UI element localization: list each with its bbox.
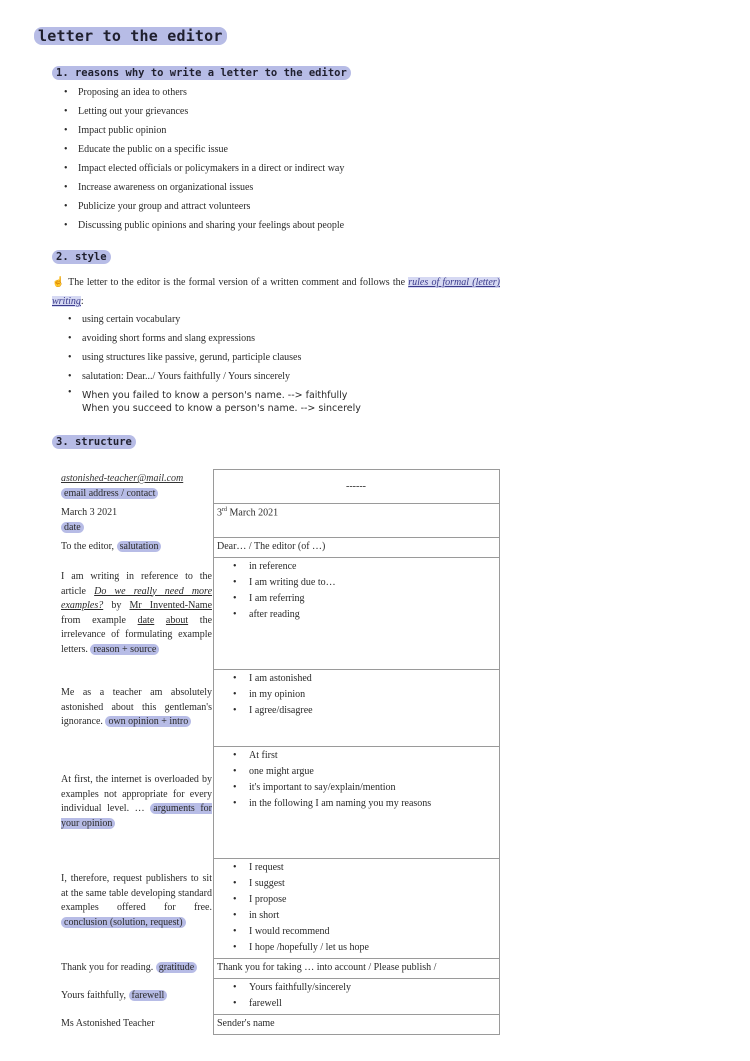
gratitude-block: Thank you for reading. gratitude (61, 961, 197, 976)
list-item: • Letting out your grievances (64, 102, 344, 121)
right-farewell-list (233, 980, 351, 1012)
right-sender: Sender's name (217, 1018, 275, 1029)
list-item: • Publicize your group and attract volunteers (64, 197, 344, 216)
arguments-tag: arguments for your opinion (61, 803, 212, 829)
list-item: • I suggest (233, 876, 369, 892)
reason-tag: reason + source (90, 644, 159, 655)
list-item: • using structures like passive, gerund, participle clauses (68, 348, 361, 367)
list-item: • it's important to say/explain/mention (233, 780, 431, 796)
email-block (61, 472, 183, 501)
date-tag: date (61, 522, 84, 533)
list-item: • in the following I am naming you my reasons (233, 796, 431, 812)
hand-pointer-icon: ☝ (52, 277, 66, 288)
right-top-dashes: ------ (346, 481, 366, 492)
list-item: • Increase awareness on organizational issues (64, 178, 344, 197)
sender-block: Ms Astonished Teacher (61, 1018, 155, 1029)
list-item: • in my opinion (233, 687, 313, 703)
list-item: • in reference (233, 559, 336, 575)
right-reason-list (233, 559, 336, 623)
salutation-tag: salutation (117, 541, 162, 552)
opinion-tag: own opinion + intro (105, 716, 191, 727)
farewell-tag: farewell (129, 990, 168, 1001)
right-salutation: Dear… / The editor (of …) (217, 541, 326, 552)
section-heading-style: 2. style (52, 251, 111, 263)
arguments-block: At first, the internet is overloaded by examples not appropriate for every individual level. … arguments for your opinion (61, 774, 212, 829)
right-arguments-list (233, 748, 431, 812)
list-item: • At first (233, 748, 431, 764)
section-heading-structure: 3. structure (52, 436, 136, 448)
list-item: • When you failed to know a person's name. --> faithfully When you succeed to know a person's name. --> sincerely (68, 386, 361, 415)
rules-link[interactable]: rules of formal (letter) writing (52, 277, 500, 307)
list-item: • I agree/disagree (233, 703, 313, 719)
right-opinion-list (233, 671, 313, 719)
gratitude-tag: gratitude (156, 962, 198, 973)
opinion-block: Me as a teacher am absolutely astonished about this gentleman's ignorance. own opinion + intro (61, 687, 212, 727)
right-gratitude: Thank you for taking … into account / Please publish / (217, 962, 437, 973)
list-item: • in short (233, 908, 369, 924)
title-highlight: letter to the editor (34, 27, 227, 45)
list-item: • I am astonished (233, 671, 313, 687)
list-item: • avoiding short forms and slang expressions (68, 329, 361, 348)
list-item: • Proposing an idea to others (64, 83, 344, 102)
list-item: • Impact public opinion (64, 121, 344, 140)
style-intro: ☝ The letter to the editor is the formal version of a written comment and follows the rules of formal (letter) writing: (52, 277, 500, 307)
list-item: • using certain vocabulary (68, 310, 361, 329)
list-item: • Discussing public opinions and sharing your feelings about people (64, 216, 344, 235)
conclusion-tag: conclusion (solution, request) (61, 917, 186, 928)
conclusion-block: I, therefore, request publishers to sit at the same table developing standard examples offered for free. conclusion (solution, request) (61, 873, 212, 928)
list-item: • salutation: Dear.../ Yours faithfully / Yours sincerely (68, 367, 361, 386)
reasons-list (64, 83, 344, 235)
list-item: • I propose (233, 892, 369, 908)
right-date: 3rd March 2021 (217, 507, 279, 519)
email-tag: email address / contact (61, 488, 158, 499)
salutation-block: To the editor, salutation (61, 540, 161, 555)
date-block: March 3 2021 date (61, 507, 118, 533)
reason-block: I am writing in reference to the article Do we really need more examples? by Mr Invented-Name from example date about the irrelevance of formulating example letters. reason + source (61, 571, 213, 655)
list-item: • I hope /hopefully / let us hope (233, 940, 369, 956)
style-list (68, 310, 361, 415)
list-item: • Impact elected officials or policymakers in a direct or indirect way (64, 159, 344, 178)
list-item: • Yours faithfully/sincerely (233, 980, 351, 996)
list-item: • farewell (233, 996, 351, 1012)
right-conclusion-list (233, 860, 369, 956)
list-item: • I request (233, 860, 369, 876)
section-heading-reasons: 1. reasons why to write a letter to the editor (52, 67, 351, 79)
list-item: • Educate the public on a specific issue (64, 140, 344, 159)
farewell-block: Yours faithfully, farewell (61, 989, 167, 1004)
page-title (34, 27, 227, 45)
list-item: • I am referring (233, 591, 336, 607)
list-item: • I am writing due to… (233, 575, 336, 591)
email-link[interactable]: astonished-teacher@mail.com (61, 473, 184, 484)
article-link[interactable]: Do we really need more examples? (61, 585, 213, 611)
list-item: • after reading (233, 607, 336, 623)
list-item: • I would recommend (233, 924, 369, 940)
list-item: • one might argue (233, 764, 431, 780)
